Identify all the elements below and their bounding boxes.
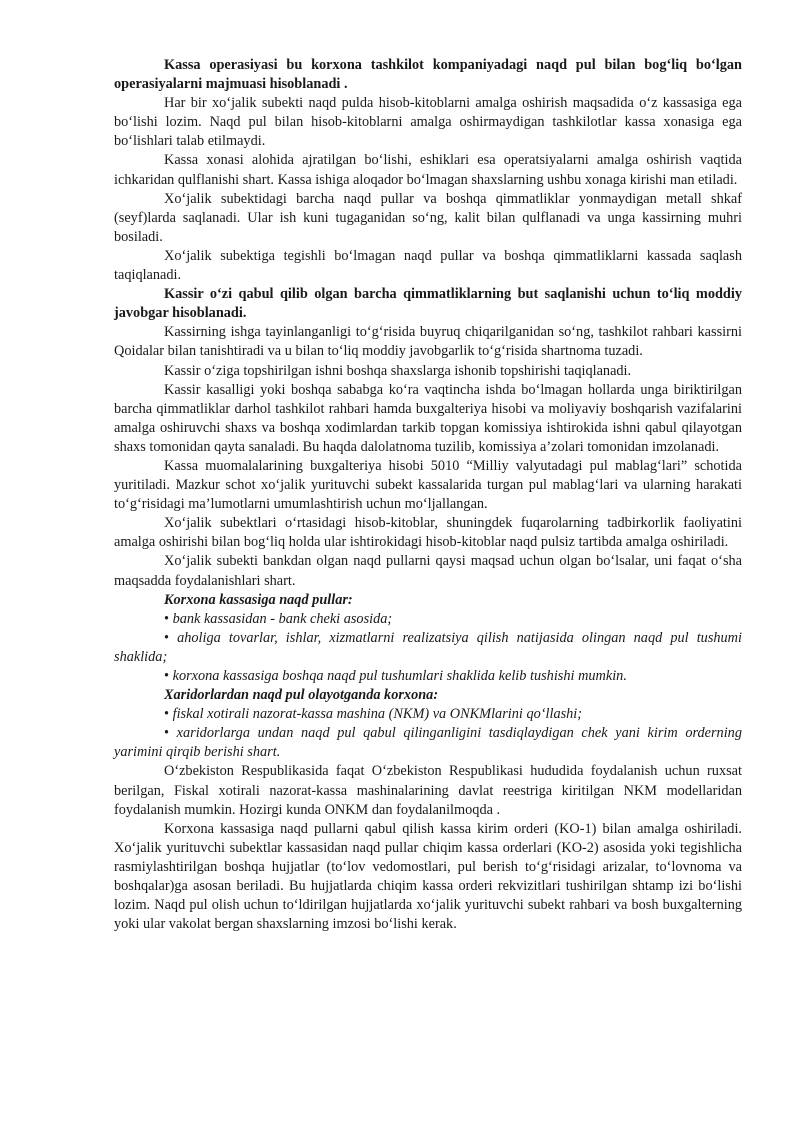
paragraph-cashier-liability: Kassir o‘zi qabul qilib olgan barcha qimmatliklarning but saqlanishi uchun to‘liq moddiy javobgar hisoblanadi. — [114, 286, 742, 322]
subheading-cash-receipts: Korxona kassasiga naqd pullar: — [164, 591, 353, 608]
list-item: • korxona kassasiga boshqa naqd pul tushumlari shaklida kelib tushishi mumkin. — [114, 667, 742, 686]
paragraph-delegation-prohibition: Kassir o‘ziga topshirilgan ishni boshqa shaxslarga ishonib topshirishi taqiqlanadi. — [164, 362, 632, 379]
paragraph-cashier-absence: Kassir kasalligi yoki boshqa sababga ko‘ra vaqtincha ishda bo‘lmagan hollarda unga biriktirilgan barcha qimmatliklar darhol tashkilot rahbari hamda buxgalteriya hisobi va moliyaviy boshqarish vazifalarini amalga oshiruvchi shaxs va boshqa xodimlardan tarkib topgan komissiya ishtirokida ishni qabul qilayotgan shaxs tomonidan qayta sanaladi. Bu haqda dalolatnoma tuzilib, komissiya a’zolari tomonidan imzolanadi. — [114, 381, 742, 455]
list-item: • bank kassasidan - bank cheki asosida; — [114, 610, 742, 629]
paragraph-cash-orders: Korxona kassasiga naqd pullarni qabul qilish kassa kirim orderi (KO-1) bilan amalga oshiriladi. Xo‘jalik yurituvchi subektlar kassasidan naqd pullar chiqim kassa orderlari (KO-2) asosida yoki tegishlicha rasmiylashtirilgan boshqa hujjatlar (to‘lov vedomostlari, pul berish to‘g‘risidagi arizalar, to‘lovnoma va boshqalar)ga asosan beriladi. Bu hujjatlarda chiqim kassa orderi rekvizitlari tushirilgan shtamp izi bo‘lishi lozim. Naqd pul olish uchun to‘ldirilgan hujjatlarda xo‘jalik yurituvchi subekt rahbari va bosh buxgalterning yoki ular vakolat bergan shaxslarning imzosi bo‘lishi kerak. — [114, 820, 742, 933]
document-page — [114, 56, 742, 934]
list-item: • fiskal xotirali nazorat-kassa mashina (NKM) va ONKMlarini qo‘llashi; — [114, 705, 742, 724]
paragraph-cashless-settlements: Xo‘jalik subektlari o‘rtasidagi hisob-kitoblar, shuningdek fuqarolarning tadbirkorlik faoliyatini amalga oshirishi bilan bog‘liq holda ular ishtirokidagi hisob-kitoblar naqd pulsiz tartibda amalga oshiriladi. — [114, 515, 742, 551]
paragraph-account-5010: Kassa muomalalarining buxgalteriya hisobi 5010 “Milliy valyutadagi pul mablag‘lari” schotida yuritiladi. Mazkur schot xo‘jalik yurituvchi subekt kassalarida turgan pul mablag‘lari va ularning harakati to‘g‘risidagi ma’lumotlarni umumlashtirish uchun mo‘ljallangan. — [114, 457, 742, 513]
paragraph-cash-room-rules: Kassa xonasi alohida ajratilgan bo‘lishi, eshiklari esa operatsiyalarni amalga oshirish vaqtida ichkaridan qulflanishi shart. Kassa ishiga aloqador bo‘lmagan shaxslarning ushbu xonaga kirishi man etiladi. — [114, 152, 742, 188]
paragraph-cashier-appointment: Kassirning ishga tayinlanganligi to‘g‘risida buyruq chiqarilganidan so‘ng, tashkilot rahbari kassirni Qoidalar bilan tanishtiradi va u bilan to‘liq moddiy javobgarlik to‘g‘risida shartnoma tuzadi. — [114, 324, 742, 360]
list-item: • aholiga tovarlar, ishlar, xizmatlarni realizatsiya qilish natijasida olingan naqd pul tushumi shaklida; — [114, 629, 742, 667]
paragraph-cash-office-requirement: Har bir xo‘jalik subekti naqd pulda hisob-kitoblarni amalga oshirish maqsadida o‘z kassasiga ega bo‘lishi lozim. Naqd pul bilan hisob-kitoblarni amalga oshirmaydigan tashkilotlar kassa xonasiga ega bo‘lishlari talab etilmaydi. — [114, 95, 742, 150]
intro-definition-paragraph: Kassa operasiyasi bu korxona tashkilot kompaniyadagi naqd pul bilan bog‘liq bo‘lgan operasiyalarni majmuasi hisoblanadi . — [114, 57, 742, 93]
subheading-buyer-cash: Xaridorlardan naqd pul olayotganda korxona: — [164, 687, 439, 704]
list-item: • xaridorlarga undan naqd pul qabul qilinganligini tasdiqlaydigan chek yani kirim orderning yarimini qirqib berishi shart. — [114, 724, 742, 762]
paragraph-nkm-models: O‘zbekiston Respublikasida faqat O‘zbekiston Respublikasi hududida foydalanish uchun ruxsat berilgan, Fiskal xotirali nazorat-kassa mashinalarining davlat reestriga kiritilgan NKM modellaridan foydalanish mumkin. Hozirgi kunda ONKM dan foydalanilmoqda . — [114, 763, 742, 818]
paragraph-storage-prohibition: Xo‘jalik subektiga tegishli bo‘lmagan naqd pullar va boshqa qimmatliklarni kassada saqlash taqiqlanadi. — [114, 247, 742, 284]
paragraph-bank-cash-purpose: Xo‘jalik subekti bankdan olgan naqd pullarni qaysi maqsad uchun olgan bo‘lsalar, uni faqat o‘sha maqsadda foydalanishlari shart. — [114, 553, 742, 589]
paragraph-safe-storage: Xo‘jalik subektidagi barcha naqd pullar va boshqa qimmatliklar yonmaydigan metall shkaf (seyf)larda saqlanadi. Ular ish kuni tugaganidan so‘ng, kalit bilan qulflanadi va unga kassirning muhri bosiladi. — [114, 190, 742, 245]
